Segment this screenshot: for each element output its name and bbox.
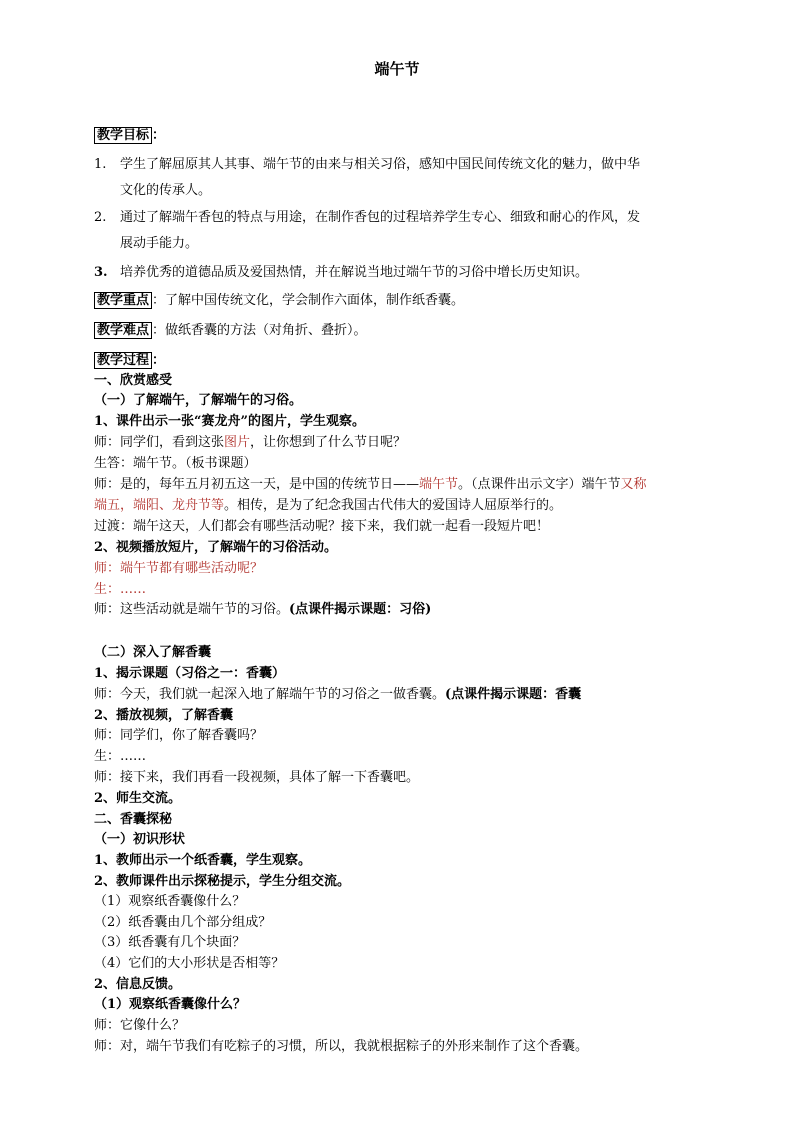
dialogue-line: 师：端午节都有哪些活动呢？ — [94, 561, 264, 576]
prompt-item: （2）纸香囊由几个部分组成？ — [94, 915, 272, 930]
section-heading: 一、欣赏感受 — [94, 373, 173, 388]
prompt-item: （4）它们的大小形状是否相等？ — [94, 956, 285, 971]
dialogue-line: 生：…… — [94, 749, 147, 764]
step-line: 1、教师出示一个纸香囊，学生观察。 — [94, 853, 312, 868]
prompt-item: （1）观察纸香囊像什么？ — [94, 894, 246, 909]
step-line: 2、教师课件出示探秘提示，学生分组交流。 — [94, 874, 351, 889]
step-line: 2、视频播放短片，了解端午的习俗活动。 — [94, 540, 338, 555]
goal-item-1-cont: 文化的传承人。 — [120, 183, 212, 198]
process-heading: 教学过程 — [94, 352, 152, 369]
goal-item-1: 1. 学生了解屈原其人其事、端午节的由来与相关习俗，感知中国民间传统文化的魅力，做中华 — [94, 157, 641, 172]
goals-heading-line: 教学目标 ： — [94, 126, 165, 146]
dialogue-line: 师：接下来，我们再看一段视频，具体了解一下香囊吧。 — [94, 770, 420, 785]
dialogue-line: 端五，端阳、龙舟节等。相传，是为了纪念我国古代伟大的爱国诗人屈原举行的。 — [94, 498, 563, 513]
dialogue-line: 师：这些活动就是端午节的习俗。(点课件揭示课题：习俗) — [94, 602, 432, 617]
step-line: 2、师生交流。 — [94, 791, 182, 806]
dialogue-line: 师：同学们，你了解香囊吗？ — [94, 728, 264, 743]
subsection-heading: （一）初识形状 — [94, 832, 186, 847]
step-line: 2、信息反馈。 — [94, 977, 182, 992]
subsection-heading: （二）深入了解香囊 — [94, 645, 212, 660]
goal-item-2-cont: 展动手能力。 — [120, 236, 199, 251]
step-line: 1、揭示课题（习俗之一：香囊） — [94, 666, 286, 681]
dialogue-line: 生：…… — [94, 582, 147, 597]
process-heading-line: 教学过程 ： — [94, 351, 165, 371]
dialogue-line: 师：对，端午节我们有吃粽子的习惯，所以，我就根据粽子的外形来制作了这个香囊。 — [94, 1039, 589, 1054]
dialogue-line: 师：同学们，看到这张图片，让你想到了什么节日呢？ — [94, 435, 407, 450]
step-line: 2、播放视频，了解香囊 — [94, 708, 234, 723]
focus-line: 教学重点 ：了解中国传统文化，学会制作六面体，制作纸香囊。 — [94, 291, 464, 311]
dialogue-line: 师：是的，每年五月初五这一天，是中国的传统节日——端午节。（点课件出示文字）端午节又称 — [94, 477, 647, 492]
dialogue-line: 师：今天，我们就一起深入地了解端午节的习俗之一做香囊。(点课件揭示课题：香囊 — [94, 687, 582, 702]
dialogue-line: 生答：端午节。（板书课题） — [94, 456, 257, 471]
document-title: 端午节 — [374, 60, 420, 78]
difficulty-heading: 教学难点 — [94, 322, 152, 339]
subsection-heading: （1）观察纸香囊像什么？ — [94, 997, 247, 1012]
dialogue-line: 师：它像什么？ — [94, 1018, 186, 1033]
difficulty-line: 教学难点 ：做纸香囊的方法（对角折、叠折）。 — [94, 321, 367, 341]
section-heading: 二、香囊探秘 — [94, 812, 173, 827]
goals-heading: 教学目标 — [94, 127, 152, 144]
prompt-item: （3）纸香囊有几个块面？ — [94, 935, 246, 950]
step-line: 1、课件出示一张“赛龙舟”的图片，学生观察。 — [94, 414, 366, 429]
focus-heading: 教学重点 — [94, 292, 152, 309]
subsection-heading: （一）了解端午，了解端午的习俗。 — [94, 393, 303, 408]
goal-item-3: 3. 培养优秀的道德品质及爱国热情，并在解说当地过端午节的习俗中增长历史知识。 — [94, 265, 589, 280]
transition-line: 过渡：端午这天，人们都会有哪些活动呢？接下来，我们就一起看一段短片吧！ — [94, 519, 550, 534]
goal-item-2: 2. 通过了解端午香包的特点与用途，在制作香包的过程培养学生专心、细致和耐心的作风，发 — [94, 210, 641, 225]
